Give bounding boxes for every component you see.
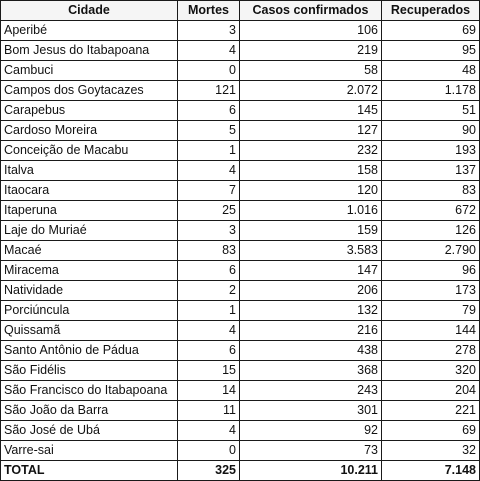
cell-recuperados: 126 bbox=[382, 221, 480, 241]
cell-casos: 2.072 bbox=[240, 81, 382, 101]
cell-mortes: 0 bbox=[178, 61, 240, 81]
cell-casos: 106 bbox=[240, 21, 382, 41]
cell-cidade: Aperibé bbox=[1, 21, 178, 41]
cell-recuperados: 48 bbox=[382, 61, 480, 81]
table-row bbox=[1, 341, 480, 361]
cell-recuperados: 69 bbox=[382, 421, 480, 441]
cell-casos: 127 bbox=[240, 121, 382, 141]
table-row bbox=[1, 201, 480, 221]
table-row bbox=[1, 361, 480, 381]
cell-casos: 92 bbox=[240, 421, 382, 441]
table-row bbox=[1, 321, 480, 341]
cell-recuperados: 144 bbox=[382, 321, 480, 341]
cell-cidade: Quissamã bbox=[1, 321, 178, 341]
cell-casos: 120 bbox=[240, 181, 382, 201]
cell-cidade: Macaé bbox=[1, 241, 178, 261]
cell-recuperados: 672 bbox=[382, 201, 480, 221]
cell-cidade: Itaocara bbox=[1, 181, 178, 201]
table-row bbox=[1, 441, 480, 461]
header-recuperados: Recuperados bbox=[382, 1, 480, 21]
cell-mortes: 1 bbox=[178, 141, 240, 161]
cell-cidade: Bom Jesus do Itabapoana bbox=[1, 41, 178, 61]
cell-cidade: Itaperuna bbox=[1, 201, 178, 221]
cell-mortes: 4 bbox=[178, 321, 240, 341]
cell-cidade: São José de Ubá bbox=[1, 421, 178, 441]
table-row bbox=[1, 61, 480, 81]
total-recuperados: 7.148 bbox=[382, 461, 480, 481]
cell-casos: 243 bbox=[240, 381, 382, 401]
total-casos: 10.211 bbox=[240, 461, 382, 481]
cell-mortes: 15 bbox=[178, 361, 240, 381]
table-row bbox=[1, 141, 480, 161]
cell-recuperados: 193 bbox=[382, 141, 480, 161]
cell-cidade: São João da Barra bbox=[1, 401, 178, 421]
cell-casos: 73 bbox=[240, 441, 382, 461]
cell-casos: 158 bbox=[240, 161, 382, 181]
cell-recuperados: 2.790 bbox=[382, 241, 480, 261]
total-label: TOTAL bbox=[1, 461, 178, 481]
cell-casos: 159 bbox=[240, 221, 382, 241]
cell-mortes: 83 bbox=[178, 241, 240, 261]
cell-cidade: Cambuci bbox=[1, 61, 178, 81]
cell-mortes: 14 bbox=[178, 381, 240, 401]
cell-casos: 438 bbox=[240, 341, 382, 361]
cell-cidade: São Fidélis bbox=[1, 361, 178, 381]
cell-cidade: São Francisco do Itabapoana bbox=[1, 381, 178, 401]
cell-recuperados: 95 bbox=[382, 41, 480, 61]
cell-recuperados: 137 bbox=[382, 161, 480, 181]
cell-recuperados: 90 bbox=[382, 121, 480, 141]
cell-recuperados: 96 bbox=[382, 261, 480, 281]
table-row bbox=[1, 181, 480, 201]
cell-recuperados: 173 bbox=[382, 281, 480, 301]
cell-mortes: 6 bbox=[178, 101, 240, 121]
cell-recuperados: 221 bbox=[382, 401, 480, 421]
cell-mortes: 5 bbox=[178, 121, 240, 141]
cell-casos: 3.583 bbox=[240, 241, 382, 261]
cell-mortes: 0 bbox=[178, 441, 240, 461]
cell-recuperados: 320 bbox=[382, 361, 480, 381]
cell-casos: 132 bbox=[240, 301, 382, 321]
cell-cidade: Laje do Muriaé bbox=[1, 221, 178, 241]
cell-mortes: 121 bbox=[178, 81, 240, 101]
cell-mortes: 1 bbox=[178, 301, 240, 321]
table-row bbox=[1, 41, 480, 61]
cell-recuperados: 278 bbox=[382, 341, 480, 361]
table-row bbox=[1, 401, 480, 421]
total-row bbox=[1, 461, 480, 481]
cell-cidade: Natividade bbox=[1, 281, 178, 301]
cell-cidade: Miracema bbox=[1, 261, 178, 281]
table-row bbox=[1, 261, 480, 281]
cell-casos: 145 bbox=[240, 101, 382, 121]
cell-casos: 368 bbox=[240, 361, 382, 381]
cell-recuperados: 83 bbox=[382, 181, 480, 201]
table-row bbox=[1, 381, 480, 401]
table-row bbox=[1, 21, 480, 41]
cell-mortes: 7 bbox=[178, 181, 240, 201]
cell-cidade: Italva bbox=[1, 161, 178, 181]
cell-mortes: 3 bbox=[178, 221, 240, 241]
cell-cidade: Varre-sai bbox=[1, 441, 178, 461]
cell-cidade: Santo Antônio de Pádua bbox=[1, 341, 178, 361]
header-mortes: Mortes bbox=[178, 1, 240, 21]
cell-cidade: Cardoso Moreira bbox=[1, 121, 178, 141]
cell-cidade: Carapebus bbox=[1, 101, 178, 121]
cell-cidade: Conceição de Macabu bbox=[1, 141, 178, 161]
cell-mortes: 11 bbox=[178, 401, 240, 421]
table-body bbox=[1, 21, 480, 461]
cell-recuperados: 1.178 bbox=[382, 81, 480, 101]
cell-recuperados: 69 bbox=[382, 21, 480, 41]
table-row bbox=[1, 421, 480, 441]
cell-recuperados: 79 bbox=[382, 301, 480, 321]
cell-casos: 58 bbox=[240, 61, 382, 81]
cell-casos: 206 bbox=[240, 281, 382, 301]
cell-casos: 1.016 bbox=[240, 201, 382, 221]
cell-mortes: 4 bbox=[178, 421, 240, 441]
cell-mortes: 2 bbox=[178, 281, 240, 301]
total-mortes: 325 bbox=[178, 461, 240, 481]
cell-cidade: Porciúncula bbox=[1, 301, 178, 321]
table-row bbox=[1, 301, 480, 321]
cell-recuperados: 32 bbox=[382, 441, 480, 461]
cell-mortes: 25 bbox=[178, 201, 240, 221]
table-row bbox=[1, 81, 480, 101]
table-row bbox=[1, 161, 480, 181]
cell-recuperados: 204 bbox=[382, 381, 480, 401]
cell-recuperados: 51 bbox=[382, 101, 480, 121]
cell-casos: 232 bbox=[240, 141, 382, 161]
cell-casos: 219 bbox=[240, 41, 382, 61]
cell-mortes: 4 bbox=[178, 41, 240, 61]
table-row bbox=[1, 241, 480, 261]
header-casos-confirmados: Casos confirmados bbox=[240, 1, 382, 21]
cell-casos: 216 bbox=[240, 321, 382, 341]
cell-cidade: Campos dos Goytacazes bbox=[1, 81, 178, 101]
table-row bbox=[1, 101, 480, 121]
cell-casos: 147 bbox=[240, 261, 382, 281]
header-cidade: Cidade bbox=[1, 1, 178, 21]
cell-casos: 301 bbox=[240, 401, 382, 421]
table-row bbox=[1, 221, 480, 241]
table-row bbox=[1, 281, 480, 301]
table-row bbox=[1, 121, 480, 141]
cell-mortes: 6 bbox=[178, 261, 240, 281]
cell-mortes: 4 bbox=[178, 161, 240, 181]
cell-mortes: 3 bbox=[178, 21, 240, 41]
cell-mortes: 6 bbox=[178, 341, 240, 361]
header-row bbox=[1, 1, 480, 21]
